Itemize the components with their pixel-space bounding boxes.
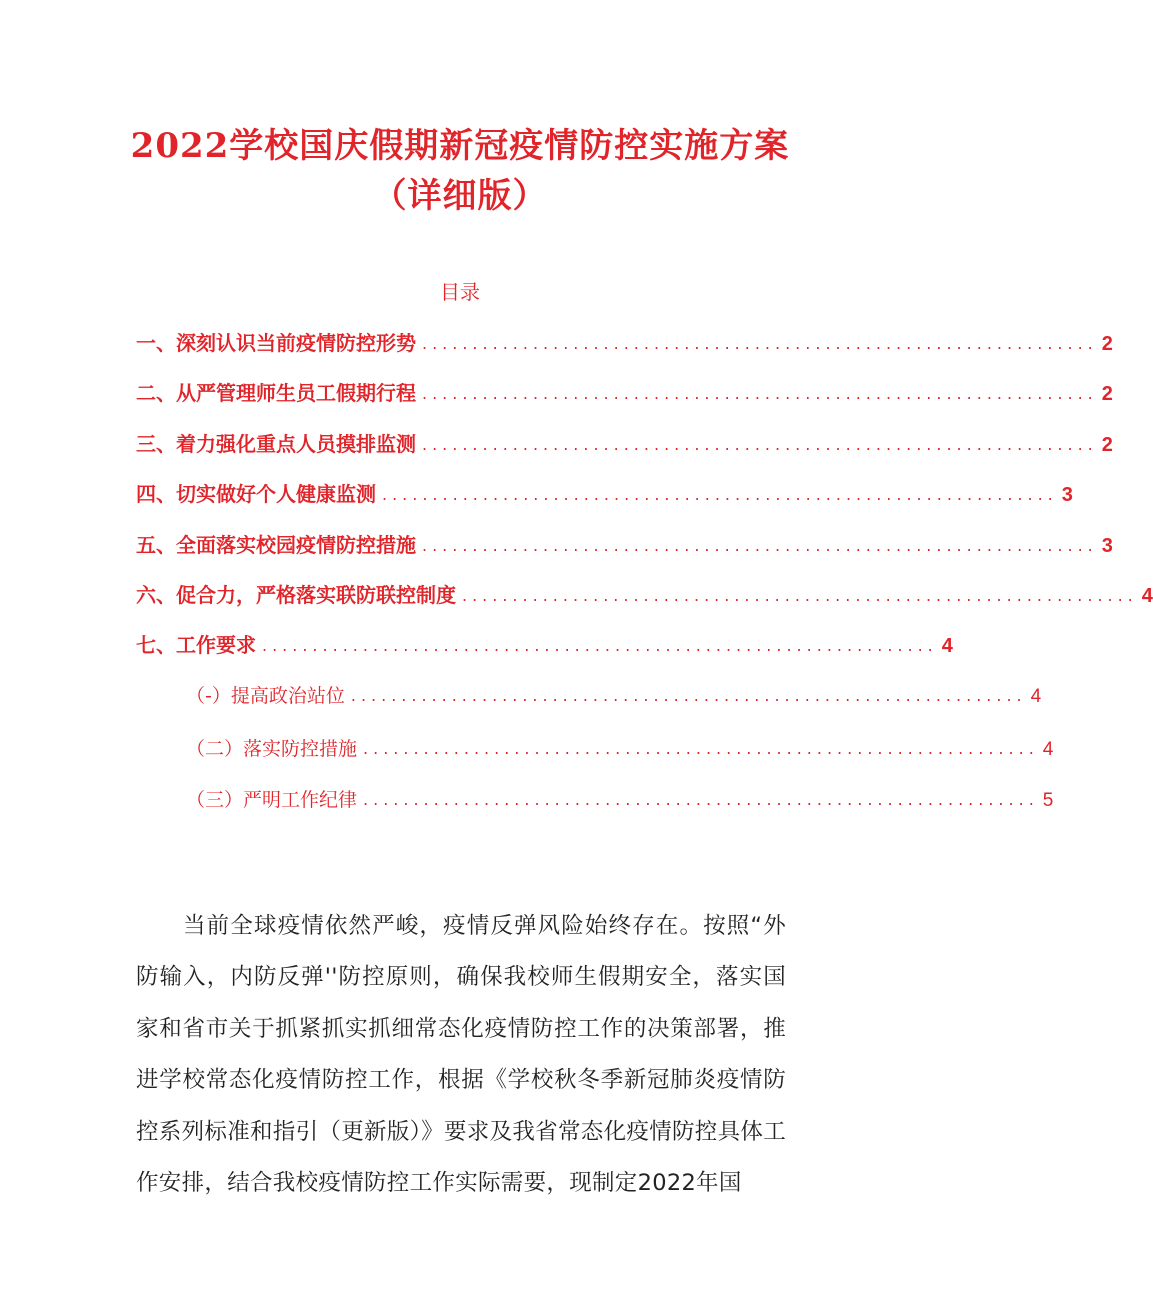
toc-item-page-number: 4 bbox=[1030, 686, 1042, 707]
toc-dot-leader: ................................................................... bbox=[363, 739, 1039, 758]
toc-dot-leader: ................................................................... bbox=[350, 686, 1027, 705]
toc-dot-leader: ................................................................... bbox=[363, 790, 1039, 809]
toc-item-page-number: 2 bbox=[1101, 434, 1113, 456]
toc-dot-leader: ................................................................... bbox=[422, 384, 1098, 403]
toc-subitem-3[interactable] bbox=[186, 782, 1054, 812]
body-paragraph: 当前全球疫情依然严峻，疫情反弹风险始终存在。按照“外防输入，内防反弹''防控原则，确保我校师生假期安全，落实国家和省市关于抓紧抓实抓细常态化疫情防控工作的决策部署，推进学校常态化疫情防控工作，根据《学校秋冬季新冠肺炎疫情防控系列标准和指引（更新版）》要求及我省常态化疫情防控具体工作安排，结合我校疫情防控工作实际需要，现制定2022年国 bbox=[136, 912, 786, 1196]
toc-heading: 目录 bbox=[440, 280, 480, 304]
toc-item-page-number: 2 bbox=[1101, 333, 1113, 355]
toc-item-2[interactable] bbox=[136, 376, 1113, 406]
toc-dot-leader: ................................................................... bbox=[382, 485, 1058, 504]
toc-item-label: 四、切实做好个人健康监测 bbox=[136, 482, 376, 506]
toc-item-label: 三、着力强化重点人员摸排监测 bbox=[136, 432, 416, 456]
toc-item-label: （二）落实防控措施 bbox=[186, 738, 358, 760]
toc-item-page-number: 5 bbox=[1042, 790, 1054, 811]
toc-dot-leader: ................................................................... bbox=[422, 334, 1098, 353]
toc-item-5[interactable] bbox=[136, 528, 1113, 558]
toc-item-7[interactable] bbox=[136, 628, 953, 658]
toc-item-label: 六、促合力，严格落实联防联控制度 bbox=[136, 583, 456, 607]
toc-item-4[interactable] bbox=[136, 477, 1073, 507]
toc-item-page-number: 3 bbox=[1101, 535, 1113, 557]
toc-dot-leader: ................................................................... bbox=[262, 636, 938, 655]
toc-item-6[interactable] bbox=[136, 578, 1153, 608]
toc-dot-leader: ................................................................... bbox=[462, 586, 1138, 605]
toc-item-page-number: 3 bbox=[1061, 484, 1073, 506]
toc-item-label: （-）提高政治站位 bbox=[186, 685, 345, 707]
toc-item-3[interactable] bbox=[136, 427, 1113, 457]
toc-dot-leader: ................................................................... bbox=[422, 435, 1098, 454]
toc-item-page-number: 4 bbox=[941, 635, 953, 657]
toc-dot-leader: ................................................................... bbox=[422, 536, 1098, 555]
toc-item-label: 二、从严管理师生员工假期行程 bbox=[136, 381, 416, 405]
toc-item-page-number: 4 bbox=[1141, 585, 1153, 607]
toc-item-page-number: 2 bbox=[1101, 383, 1113, 405]
toc-item-label: （三）严明工作纪律 bbox=[186, 789, 358, 811]
toc-item-1[interactable] bbox=[136, 326, 1113, 356]
toc-subitem-1[interactable] bbox=[186, 678, 1042, 708]
document-title-line-1: 2022学校国庆假期新冠疫情防控实施方案 bbox=[130, 126, 790, 166]
toc-item-label: 一、深刻认识当前疫情防控形势 bbox=[136, 331, 416, 355]
toc-item-label: 五、全面落实校园疫情防控措施 bbox=[136, 533, 416, 557]
toc-item-page-number: 4 bbox=[1042, 739, 1054, 760]
toc-subitem-2[interactable] bbox=[186, 731, 1054, 761]
document-title-line-2: （详细版） bbox=[372, 176, 548, 216]
toc-item-label: 七、工作要求 bbox=[136, 633, 256, 657]
